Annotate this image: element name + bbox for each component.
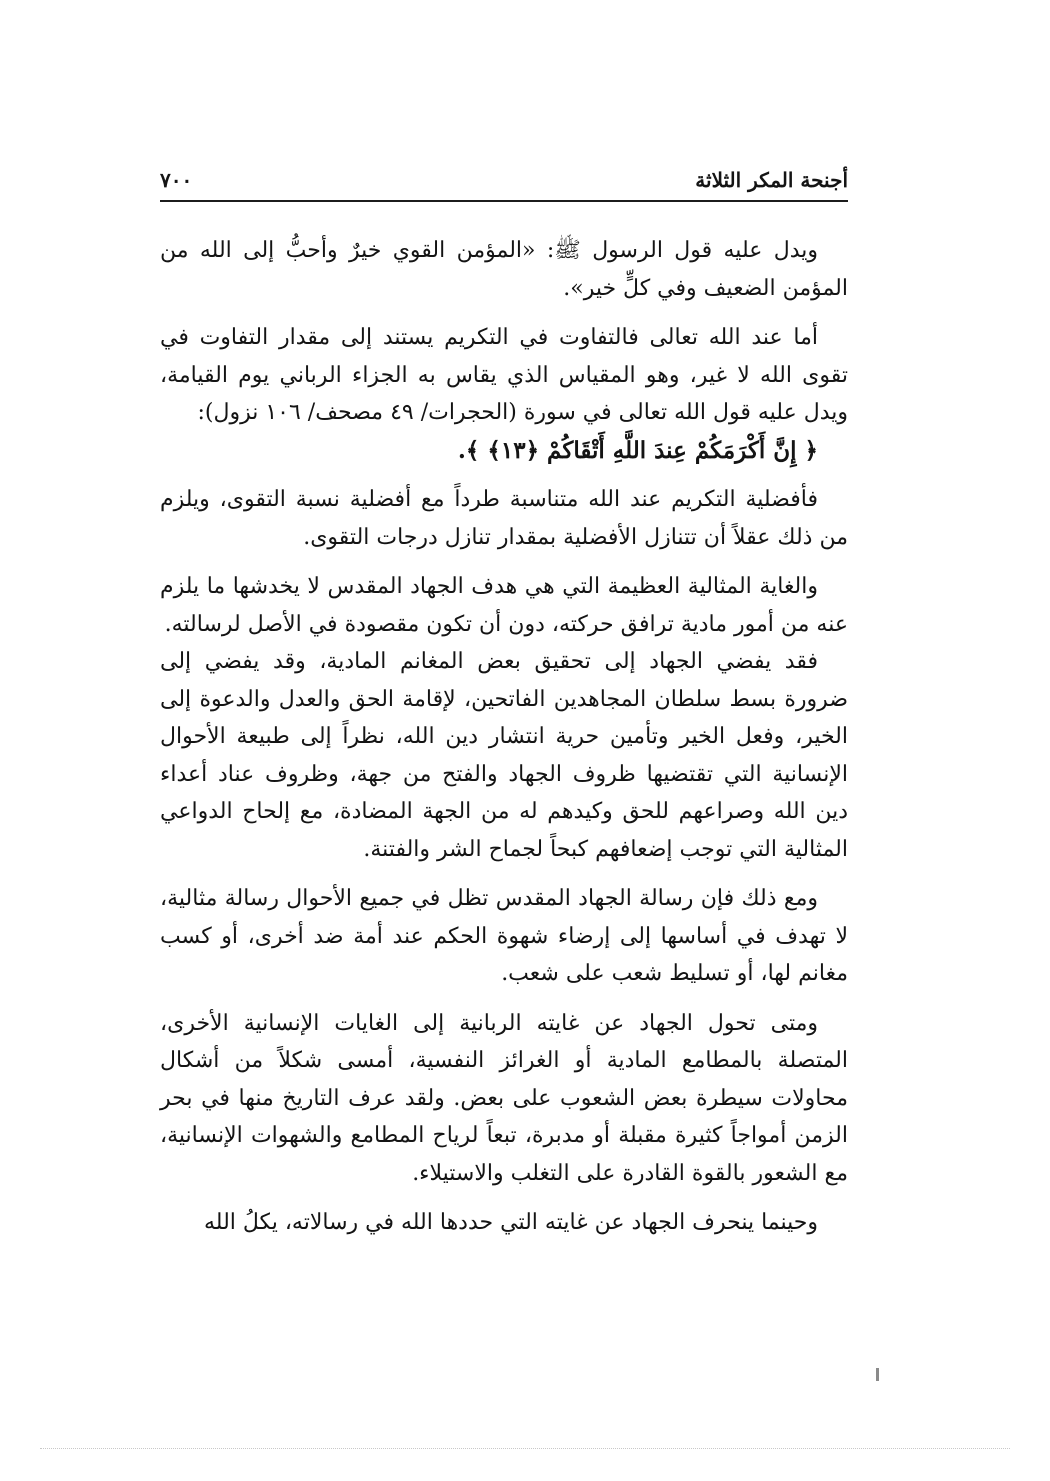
paragraph-material-gains: فقد يفضي الجهاد إلى تحقيق بعض المغانم المادية، وقد يفضي إلى ضرورة بسط سلطان المجاهدين الفاتحين، لإقامة الحق والعدل والدعوة إلى الخير، وفعل الخير وتأمين حرية انتشار دين الله، نظراً إلى طبيعة الأحوال الإنسانية التي تقتضيها ظروف الجهاد والفتح من جهة، وظروف عناد أعداء دين الله وصراعهم للحق وكيدهم له من الجهة المضادة، مع إلحاح الدواعي المثالية التي توجب إضعافهم كبحاً لجماح الشر والفتنة. <box>160 649 849 862</box>
paragraph-deviation: ومتى تحول الجهاد عن غايته الربانية إلى الغايات الإنسانية الأخرى، المتصلة بالمطامع المادية أو الغرائز النفسية، أمسى شكلاً من أشكال محاولات سيطرة بعض الشعوب على بعض. ولقد عرف التاريخ منها في بحر الزمن أمواجاً كثيرة مقبلة أو مدبرة، تبعاً لرياح المطامع والشهوات الإنسانية، مع الشعور بالقوة القادرة على التغلب والاستيلاء. <box>160 1010 848 1186</box>
scan-edge <box>40 1448 1010 1449</box>
page-header <box>160 168 848 196</box>
body-text <box>160 232 848 1242</box>
paragraph-honor-preference: فأفضلية التكريم عند الله متناسبة طرداً مع أفضلية نسبة التقوى، ويلزم من ذلك عقلاً أن تتنازل الأفضلية بمقدار تنازل درجات التقوى. <box>160 487 848 550</box>
running-title: أجنحة المكر الثلاثة <box>695 168 848 192</box>
margin-mark <box>876 1368 879 1381</box>
header-divider <box>160 200 848 202</box>
paragraph-hadith: ويدل عليه قول الرسول ﷺ: «المؤمن القوي خيرٌ وأحبُّ إلى الله من المؤمن الضعيف وفي كلٍّ خير». <box>160 238 848 301</box>
paragraph-ideal-goal: والغاية المثالية العظيمة التي هي هدف الجهاد المقدس لا يخدشها ما يلزم عنه من أمور مادية ترافق حركته، دون أن تكون مقصودة في الأصل لرسالته. <box>160 574 848 637</box>
paragraph-ideal-mission: ومع ذلك فإن رسالة الجهاد المقدس تظل في جميع الأحوال رسالة مثالية، لا تهدف في أساسها إلى إرضاء شهوة الحكم عند أمة ضد أخرى، أو كسب مغانم لها، أو تسليط شعب على شعب. <box>160 886 848 986</box>
paragraph-taqwa-measure: أما عند الله تعالى فالتفاوت في التكريم يستند إلى مقدار التفاوت في تقوى الله لا غير، وهو المقياس الذي يقاس به الجزاء الرباني يوم القيامة، ويدل عليه قول الله تعالى في سورة (الحجرات/ ٤٩ مصحف/ ١٠٦ نزول): <box>160 325 848 425</box>
page-number: ٧٠٠ <box>160 168 193 192</box>
quran-verse: ﴿ إِنَّ أَكْرَمَكُمْ عِندَ اللَّهِ أَتْقَاكُمْ ﴿١٣﴾ ﴾. <box>457 436 818 464</box>
paragraph-closing: وحينما ينحرف الجهاد عن غايته التي حددها الله في رسالاته، يكلُ الله <box>204 1210 818 1235</box>
